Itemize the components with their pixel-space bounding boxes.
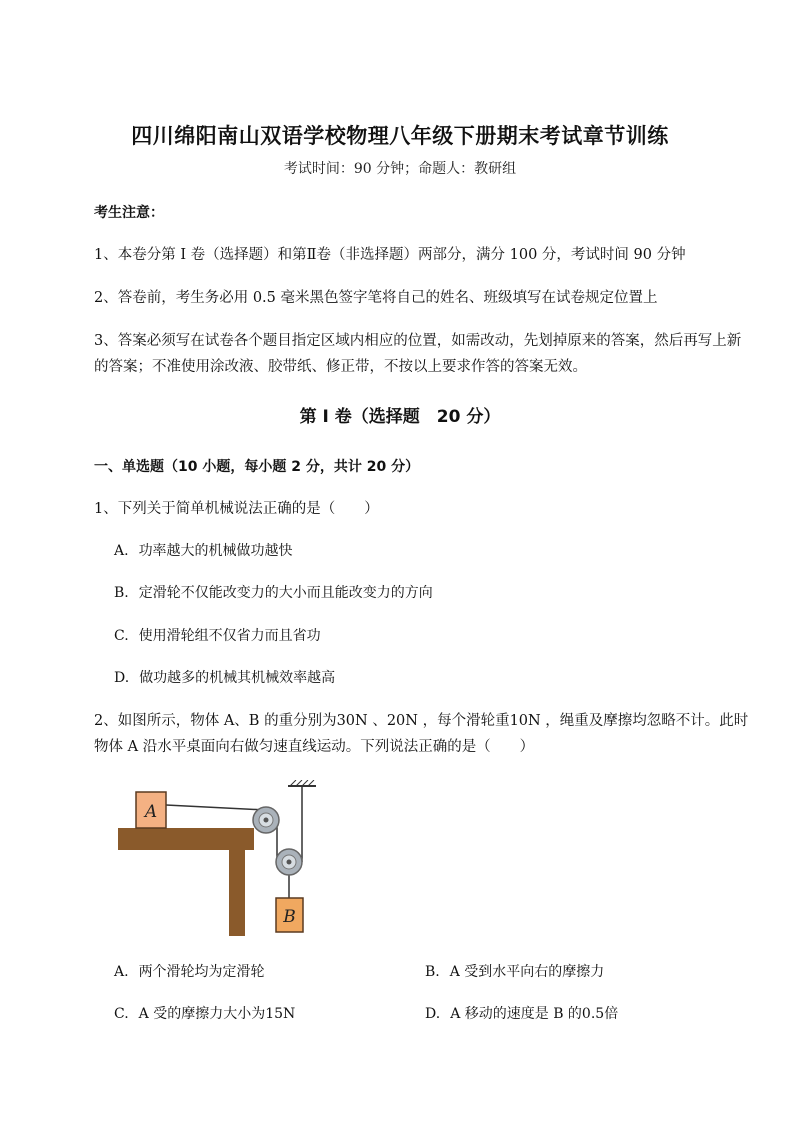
notice-item-3-cont: 的答案；不准使用涂改液、胶带纸、修正带，不按以上要求作答的答案无效。 [94, 359, 587, 375]
q1-option-a [114, 540, 293, 560]
rope-horizontal [166, 805, 266, 810]
notice-heading: 考生注意： [94, 205, 164, 221]
notice-item-3: 3、答案必须写在试卷各个题目指定区域内相应的位置，如需改动，先划掉原来的答案，然后再写上新 [94, 333, 742, 349]
exam-info: 考试时间：90 分钟；命题人：教研组 [283, 161, 517, 177]
option-text: 定滑轮不仅能改变力的大小而且能改变力的方向 [138, 585, 433, 601]
section-title: 第 I 卷（选择题 20 分） [299, 407, 501, 427]
q1-option-b [114, 582, 433, 602]
option-text: A 移动的速度是 B 的0.5倍 [450, 1006, 619, 1022]
option-text: 做功越多的机械其机械效率越高 [139, 670, 336, 686]
option-label: D. [114, 670, 130, 686]
block-b-label: B [283, 907, 296, 927]
q2-option-c [114, 1003, 295, 1023]
option-label: C. [114, 628, 129, 644]
ceiling-mount [288, 780, 316, 786]
block-a-label: A [144, 802, 158, 822]
question-1-stem: 1、下列关于简单机械说法正确的是（ ） [94, 501, 379, 517]
q2-option-d [425, 1003, 618, 1023]
question-2-stem-line2: 物体 A 沿水平桌面向右做匀速直线运动。下列说法正确的是（ ） [94, 739, 535, 755]
movable-pulley [276, 849, 302, 875]
option-text: A 受的摩擦力大小为15N [138, 1006, 296, 1022]
table-top [118, 828, 254, 850]
option-label: D. [425, 1006, 441, 1022]
option-text: A 受到水平向右的摩擦力 [449, 964, 605, 980]
table-leg [229, 850, 245, 936]
notice-item-1: 1、本卷分第 I 卷（选择题）和第Ⅱ卷（非选择题）两部分，满分 100 分，考试时间 90 分钟 [94, 247, 686, 263]
question-2-stem-line1: 2、如图所示，物体 A、B 的重分别为30N 、20N ，每个滑轮重10N ，绳重及摩擦均忽略不计。此时 [94, 713, 749, 729]
fixed-pulley [253, 807, 279, 833]
question-group-heading: 一、单选题（10 小题，每小题 2 分，共计 20 分） [94, 459, 420, 475]
option-text: 使用滑轮组不仅省力而且省功 [138, 628, 321, 644]
page-title: 四川绵阳南山双语学校物理八年级下册期末考试章节训练 [131, 124, 669, 148]
option-label: A. [114, 964, 129, 980]
notice-item-2: 2、答卷前，考生务必用 0.5 毫米黑色签字笔将自己的姓名、班级填写在试卷规定位置上 [94, 290, 658, 306]
pulley-diagram [114, 780, 324, 940]
option-label: A. [114, 543, 129, 559]
q2-option-b [425, 961, 604, 981]
option-text: 两个滑轮均为定滑轮 [138, 964, 265, 980]
q1-option-d [114, 667, 335, 687]
option-label: B. [114, 585, 129, 601]
q1-option-c [114, 625, 321, 645]
q2-option-a [114, 961, 265, 981]
option-label: C. [114, 1006, 129, 1022]
option-label: B. [425, 964, 440, 980]
option-text: 功率越大的机械做功越快 [138, 543, 293, 559]
